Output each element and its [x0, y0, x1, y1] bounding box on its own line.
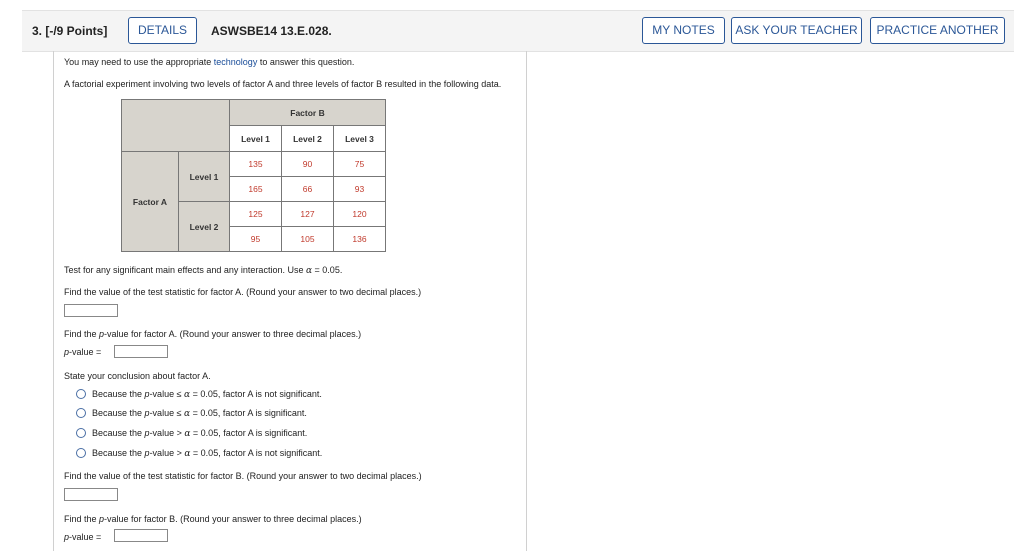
table-cell: 135 [230, 152, 282, 177]
factor-a-pvalue-prompt: Find the p-value for factor A. (Round your answer to three decimal places.) [64, 329, 362, 339]
table-cell: 95 [230, 227, 282, 252]
column-header: Level 1 [230, 126, 282, 152]
practice-another-button[interactable]: PRACTICE ANOTHER [870, 17, 1005, 44]
table-cell: 125 [230, 202, 282, 227]
question-header [22, 10, 1014, 52]
factor-b-stat-input[interactable] [64, 488, 118, 501]
factor-b-pvalue-label: p-value = [64, 532, 102, 542]
table-cell: 127 [282, 202, 334, 227]
radio-button-icon[interactable] [76, 389, 86, 399]
table-cell: 75 [334, 152, 386, 177]
radio-button-icon[interactable] [76, 448, 86, 458]
table-cell: 90 [282, 152, 334, 177]
factor-a-header: Factor A [122, 152, 179, 252]
conclusion-a-option[interactable]: Because the p-value ≤ α = 0.05, factor A is not significant. [76, 389, 322, 400]
factor-b-stat-prompt: Find the value of the test statistic for factor B. (Round your answer to two decimal places.) [64, 471, 422, 481]
conclusion-a-option[interactable]: Because the p-value > α = 0.05, factor A is significant. [76, 428, 307, 439]
radio-button-icon[interactable] [76, 428, 86, 438]
factor-b-header: Factor B [230, 100, 386, 126]
conclusion-a-option[interactable]: Because the p-value ≤ α = 0.05, factor A is significant. [76, 408, 307, 419]
factor-a-stat-input[interactable] [64, 304, 118, 317]
factor-a-pvalue-input[interactable] [114, 345, 168, 358]
factor-a-stat-prompt: Find the value of the test statistic for factor A. (Round your answer to two decimal places.) [64, 287, 422, 297]
intro-text: You may need to use the appropriate technology to answer this question. [64, 57, 355, 67]
table-corner [122, 100, 230, 152]
description-text: A factorial experiment involving two levels of factor A and three levels of factor B resulted in the following data. [64, 79, 502, 89]
table-cell: 120 [334, 202, 386, 227]
column-header: Level 2 [282, 126, 334, 152]
technology-link[interactable]: technology [213, 57, 258, 67]
question-points: 3. [-/9 Points] [32, 24, 108, 38]
row-header: Level 2 [179, 202, 230, 252]
factor-a-pvalue-label: p-value = [64, 347, 102, 357]
radio-button-icon[interactable] [76, 408, 86, 418]
table-cell: 136 [334, 227, 386, 252]
factor-b-pvalue-prompt: Find the p-value for factor B. (Round your answer to three decimal places.) [64, 514, 362, 524]
table-cell: 165 [230, 177, 282, 202]
table-cell: 93 [334, 177, 386, 202]
table-cell: 66 [282, 177, 334, 202]
test-instructions: Test for any significant main effects and any interaction. Use α = 0.05. [64, 265, 343, 276]
assignment-id: ASWSBE14 13.E.028. [211, 24, 332, 38]
details-button[interactable]: DETAILS [128, 17, 197, 44]
conclusion-a-option[interactable]: Because the p-value > α = 0.05, factor A is not significant. [76, 448, 322, 459]
conclusion-a-prompt: State your conclusion about factor A. [64, 371, 211, 381]
ask-teacher-button[interactable]: ASK YOUR TEACHER [731, 17, 862, 44]
factor-b-pvalue-input[interactable] [114, 529, 168, 542]
row-header: Level 1 [179, 152, 230, 202]
column-header: Level 3 [334, 126, 386, 152]
factorial-data-table [121, 99, 386, 252]
my-notes-button[interactable]: MY NOTES [642, 17, 725, 44]
table-cell: 105 [282, 227, 334, 252]
